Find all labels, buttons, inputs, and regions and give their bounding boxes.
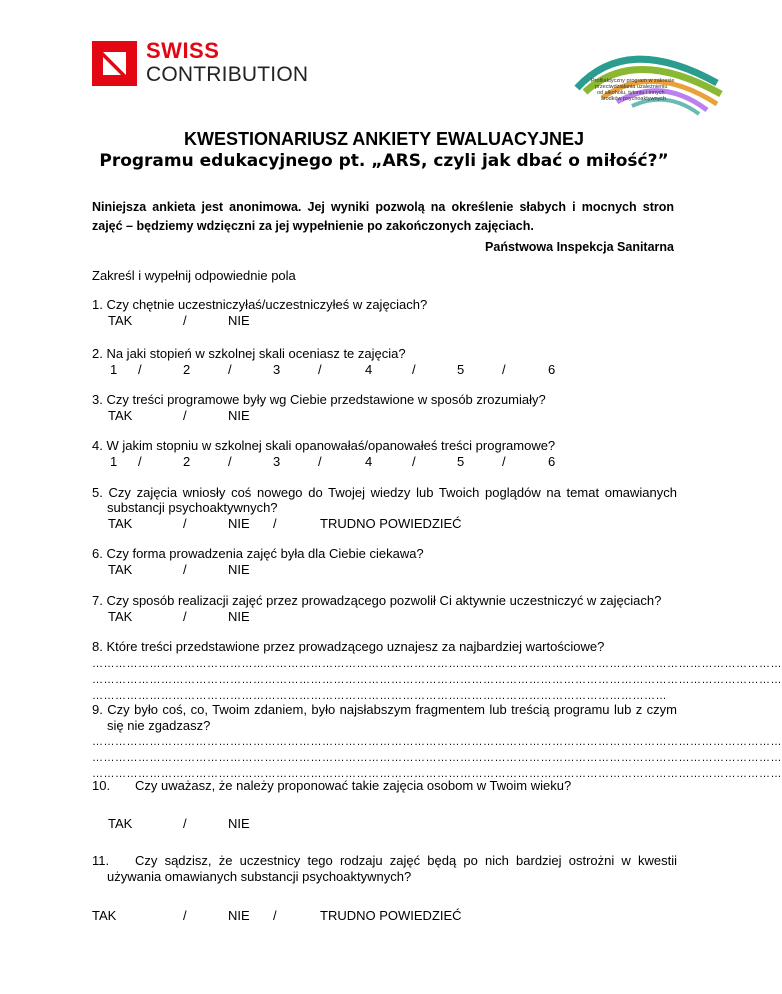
- question-4: 4. W jakim stopniu w szkolnej skali opanowałaś/opanowałeś treści programowe?: [92, 438, 556, 453]
- separator: /: [412, 454, 416, 469]
- swiss-contribution-logo-mark: [92, 41, 137, 86]
- separator: /: [318, 454, 322, 469]
- option-hard-to-say[interactable]: TRUDNO POWIEDZIEĆ: [320, 516, 462, 531]
- option-no[interactable]: NIE: [228, 816, 250, 831]
- option-yes[interactable]: TAK: [108, 609, 133, 624]
- option-yes[interactable]: TAK: [108, 408, 133, 423]
- separator: /: [183, 562, 187, 577]
- option-no[interactable]: NIE: [228, 516, 250, 531]
- question-6: 6. Czy forma prowadzenia zajęć była dla Ciebie ciekawa?: [92, 546, 424, 561]
- grade-4[interactable]: 4: [365, 362, 373, 377]
- option-no[interactable]: NIE: [228, 908, 250, 923]
- option-yes[interactable]: TAK: [108, 313, 133, 328]
- question-3: 3. Czy treści programowe były wg Ciebie przedstawione w sposób zrozumiały?: [92, 392, 546, 407]
- option-yes[interactable]: TAK: [108, 516, 133, 531]
- badge-line-1: Profilaktyczny program w zakresie: [591, 78, 675, 84]
- separator: /: [502, 454, 506, 469]
- badge-line-4: środków psychoaktywnych: [601, 96, 667, 102]
- document-title: KWESTIONARIUSZ ANKIETY EWALUACYJNEJ: [183, 129, 585, 149]
- question-7: 7. Czy sposób realizacji zajęć przez prowadzącego pozwolił Ci aktywnie uczestniczyć w zajęciach?: [92, 593, 662, 608]
- signature: Państwowa Inspekcja Sanitarna: [485, 240, 674, 254]
- answer-line[interactable]: ……………………………………………………………………………………………………………………………………: [92, 690, 667, 702]
- separator: /: [228, 362, 232, 377]
- question-2: 2. Na jaki stopień w szkolnej skali oceniasz te zajęcia?: [92, 346, 406, 361]
- question-11-number: 11.: [92, 853, 110, 868]
- option-yes[interactable]: TAK: [92, 908, 117, 923]
- separator: /: [183, 609, 187, 624]
- question-9-continued: się nie zgadzasz?: [107, 718, 211, 733]
- option-yes[interactable]: TAK: [108, 816, 133, 831]
- separator: /: [183, 908, 187, 923]
- option-yes[interactable]: TAK: [108, 562, 133, 577]
- grade-3[interactable]: 3: [273, 454, 281, 469]
- separator: /: [183, 816, 187, 831]
- separator: /: [502, 362, 506, 377]
- separator: /: [273, 908, 277, 923]
- logo-text-swiss: SWISS: [146, 38, 220, 63]
- swiss-cross-icon: [92, 41, 137, 86]
- grade-1[interactable]: 1: [110, 454, 118, 469]
- grade-2[interactable]: 2: [183, 454, 191, 469]
- answer-line[interactable]: ………………………………………………………………………………………………………………………………………………………………: [92, 768, 782, 780]
- question-10-number: 10.: [92, 778, 111, 793]
- answer-line[interactable]: ………………………………………………………………………………………………………………………………………………………………: [92, 736, 782, 748]
- option-no[interactable]: NIE: [228, 609, 250, 624]
- grade-1[interactable]: 1: [110, 362, 118, 377]
- program-badge-logo: [557, 38, 725, 118]
- badge-line-3: od alkoholu, tytoniu i innych: [597, 90, 665, 96]
- grade-6[interactable]: 6: [548, 362, 556, 377]
- answer-line[interactable]: ………………………………………………………………………………………………………………………………………………………………: [92, 752, 782, 764]
- arc-logo-icon: [557, 38, 725, 118]
- question-9: 9. Czy było coś, co, Twoim zdaniem, było najsłabszym fragmentem lub treścią programu lub z czym: [92, 702, 677, 717]
- grade-2[interactable]: 2: [183, 362, 191, 377]
- intro-paragraph: Niniejsza ankieta jest anonimowa. Jej wyniki pozwolą na określenie słabych i mocnych stron zajęć – będziemy wdzięczni za jej wypełnienie po zakończonych zajęciach.: [92, 200, 674, 233]
- separator: /: [318, 362, 322, 377]
- question-11-continued: używania omawianych substancji psychoaktywnych?: [107, 869, 412, 884]
- question-1: 1. Czy chętnie uczestniczyłaś/uczestniczyłeś w zajęciach?: [92, 297, 428, 312]
- answer-line[interactable]: ………………………………………………………………………………………………………………………………………………………………: [92, 674, 782, 686]
- separator: /: [412, 362, 416, 377]
- separator: /: [228, 454, 232, 469]
- logo-text-contribution: CONTRIBUTION: [146, 63, 309, 86]
- grade-5[interactable]: 5: [457, 454, 465, 469]
- question-5-continued: substancji psychoaktywnych?: [107, 500, 278, 515]
- separator: /: [183, 516, 187, 531]
- answer-line[interactable]: ………………………………………………………………………………………………………………………………………………………………: [92, 658, 782, 670]
- question-10: Czy uważasz, że należy proponować takie zajęcia osobom w Twoim wieku?: [135, 778, 572, 793]
- badge-line-2: przeciwdziałania uzależnieniu: [595, 84, 668, 90]
- grade-6[interactable]: 6: [548, 454, 556, 469]
- option-no[interactable]: NIE: [228, 313, 250, 328]
- question-11: Czy sądzisz, że uczestnicy tego rodzaju zajęć będą po nich bardziej ostrożni w kwestii: [135, 853, 677, 868]
- grade-4[interactable]: 4: [365, 454, 373, 469]
- question-5: 5. Czy zajęcia wniosły coś nowego do Twojej wiedzy lub Twoich poglądów na temat omawianych: [92, 485, 677, 500]
- document-subtitle: Programu edukacyjnego pt. „ARS, czyli jak dbać o miłość?”: [99, 151, 669, 171]
- option-no[interactable]: NIE: [228, 408, 250, 423]
- separator: /: [138, 362, 142, 377]
- separator: /: [183, 408, 187, 423]
- grade-5[interactable]: 5: [457, 362, 465, 377]
- instruction: Zakreśl i wypełnij odpowiednie pola: [92, 268, 296, 283]
- grade-3[interactable]: 3: [273, 362, 281, 377]
- separator: /: [138, 454, 142, 469]
- separator: /: [183, 313, 187, 328]
- question-8: 8. Które treści przedstawione przez prowadzącego uznajesz za najbardziej wartościowe?: [92, 639, 605, 654]
- option-hard-to-say[interactable]: TRUDNO POWIEDZIEĆ: [320, 908, 462, 923]
- separator: /: [273, 516, 277, 531]
- option-no[interactable]: NIE: [228, 562, 250, 577]
